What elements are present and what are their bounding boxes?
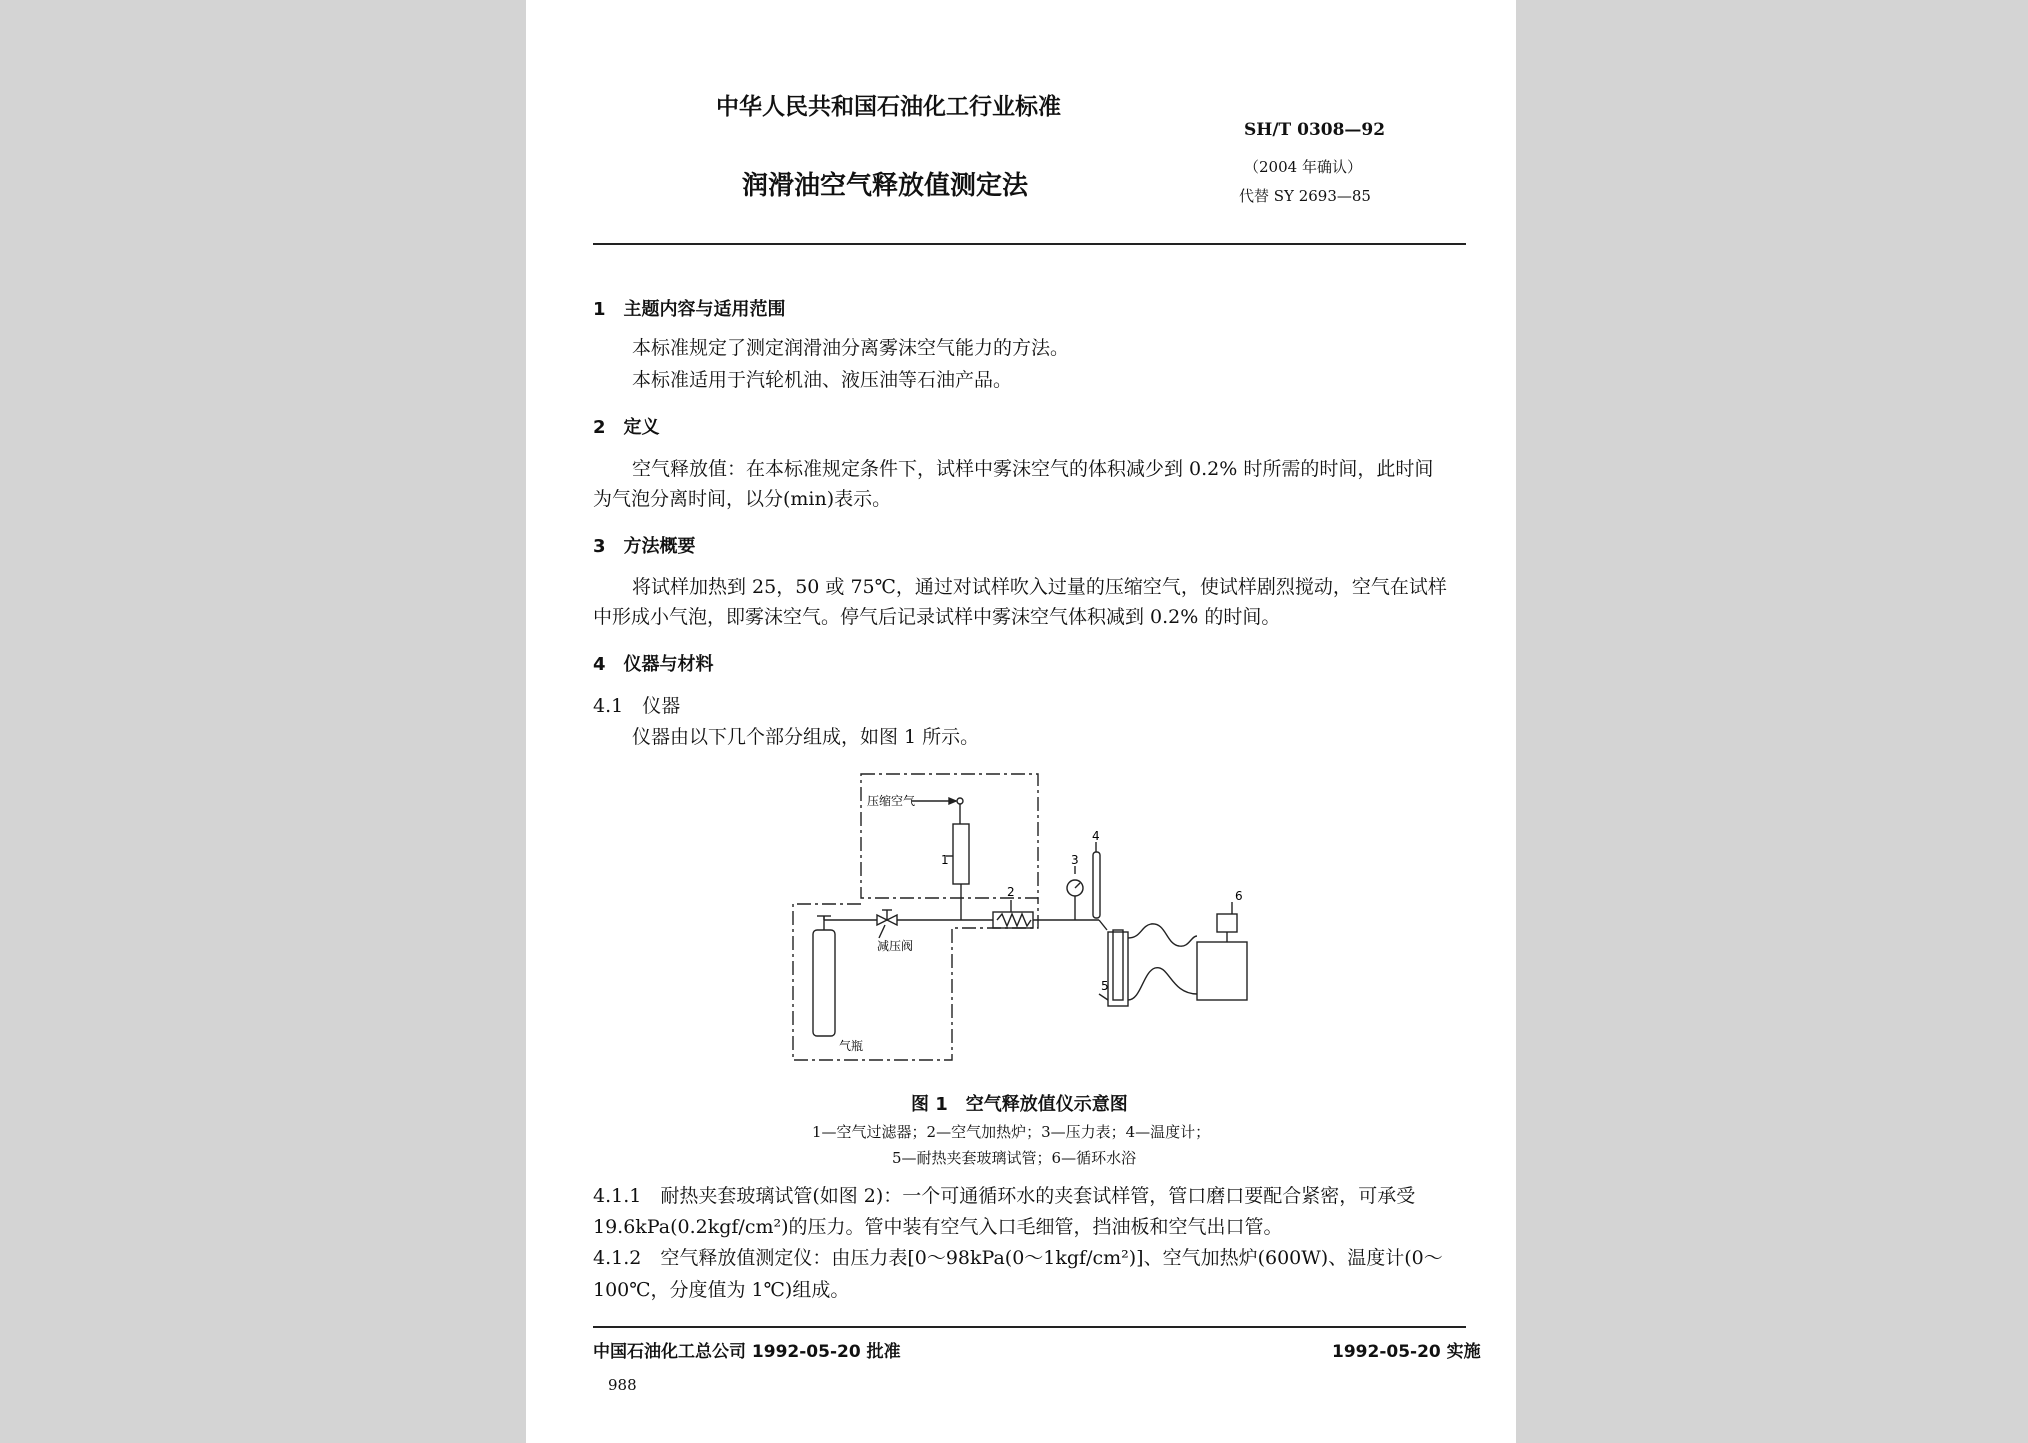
- figure-1-legend-line-1: 1—空气过滤器；2—空气加热炉；3—压力表；4—温度计；: [812, 1123, 1211, 1141]
- section-1-para-2: 本标准适用于汽轮机油、液压油等石油产品。: [632, 369, 1013, 391]
- footer-rule: [593, 1326, 1466, 1328]
- water-bath: [1197, 942, 1247, 1000]
- pump: [1217, 914, 1237, 932]
- document-title: 润滑油空气释放值测定法: [742, 171, 1029, 201]
- replaces-note: 代替 SY 2693—85: [1239, 187, 1371, 205]
- clause-4-1-1-line-1: 4.1.1 耐热夹套玻璃试管(如图 2)：一个可通循环水的夹套试样管，管口磨口要配合紧密，可承受: [593, 1185, 1416, 1207]
- label-cylinder: 气瓶: [839, 1039, 864, 1053]
- figure-1-caption: 图 1 空气释放值仪示意图: [911, 1094, 1128, 1115]
- label-n6: 6: [1235, 889, 1243, 903]
- section-3-heading: 3 方法概要: [593, 536, 696, 557]
- document-page: [526, 0, 1516, 1443]
- org-line: 中华人民共和国石油化工行业标准: [716, 94, 1061, 120]
- page-number: 988: [608, 1376, 637, 1394]
- thermometer: [1093, 852, 1100, 918]
- section-2-para-line-2: 为气泡分离时间，以分(min)表示。: [593, 488, 892, 510]
- section-3-para-line-2: 中形成小气泡，即雾沫空气。停气后记录试样中雾沫空气体积减到 0.2% 的时间。: [593, 606, 1281, 628]
- section-1-para-1: 本标准规定了测定润滑油分离雾沫空气能力的方法。: [632, 337, 1070, 359]
- valve-right: [887, 915, 897, 925]
- jacketed-tube: [1108, 932, 1128, 1006]
- label-n4: 4: [1092, 829, 1100, 843]
- clause-4-1-2-line-1: 4.1.2 空气释放值测定仪：由压力表[0～98kPa(0～1kgf/cm²)]、空气加热炉(600W)、温度计(0～: [593, 1247, 1443, 1269]
- header-rule: [593, 243, 1466, 245]
- label-n5: 5: [1101, 979, 1109, 993]
- label-n3: 3: [1071, 853, 1079, 867]
- label-valve: 减压阀: [877, 939, 914, 953]
- standard-code: SH/T 0308—92: [1244, 120, 1386, 140]
- effective-note: 1992-05-20 实施: [1332, 1342, 1481, 1362]
- figure-1-legend-line-2: 5—耐热夹套玻璃试管；6—循环水浴: [892, 1149, 1137, 1167]
- label-n2: 2: [1007, 885, 1015, 899]
- section-4-heading: 4 仪器与材料: [593, 654, 714, 675]
- clause-4-1-1-line-2: 19.6kPa(0.2kgf/cm²)的压力。管中装有空气入口毛细管，挡油板和空气出口管。: [593, 1216, 1283, 1238]
- confirm-note: （2004 年确认）: [1244, 158, 1362, 176]
- subsection-4-1-para: 仪器由以下几个部分组成，如图 1 所示。: [632, 726, 980, 748]
- air-filter: [953, 824, 969, 884]
- gas-cylinder: [813, 930, 835, 1036]
- subsection-4-1-heading: 4.1 仪器: [593, 695, 681, 717]
- section-1-heading: 1 主题内容与适用范围: [593, 299, 786, 320]
- compressed-air-box: [861, 774, 1038, 898]
- section-2-para-line-1: 空气释放值：在本标准规定条件下，试样中雾沫空气的体积减少到 0.2% 时所需的时间，此时间: [632, 458, 1434, 480]
- label-n1: 1: [941, 853, 949, 867]
- section-3-para-line-1: 将试样加热到 25，50 或 75℃，通过对试样吹入过量的压缩空气，使试样剧烈搅动，空气在试样: [632, 576, 1447, 598]
- approval-note: 中国石油化工总公司 1992-05-20 批准: [593, 1342, 901, 1362]
- clause-4-1-2-line-2: 100℃，分度值为 1℃)组成。: [593, 1279, 850, 1301]
- label-compressed-air: 压缩空气: [867, 794, 916, 808]
- section-2-heading: 2 定义: [593, 417, 660, 438]
- figure-1-diagram: [781, 768, 1261, 1068]
